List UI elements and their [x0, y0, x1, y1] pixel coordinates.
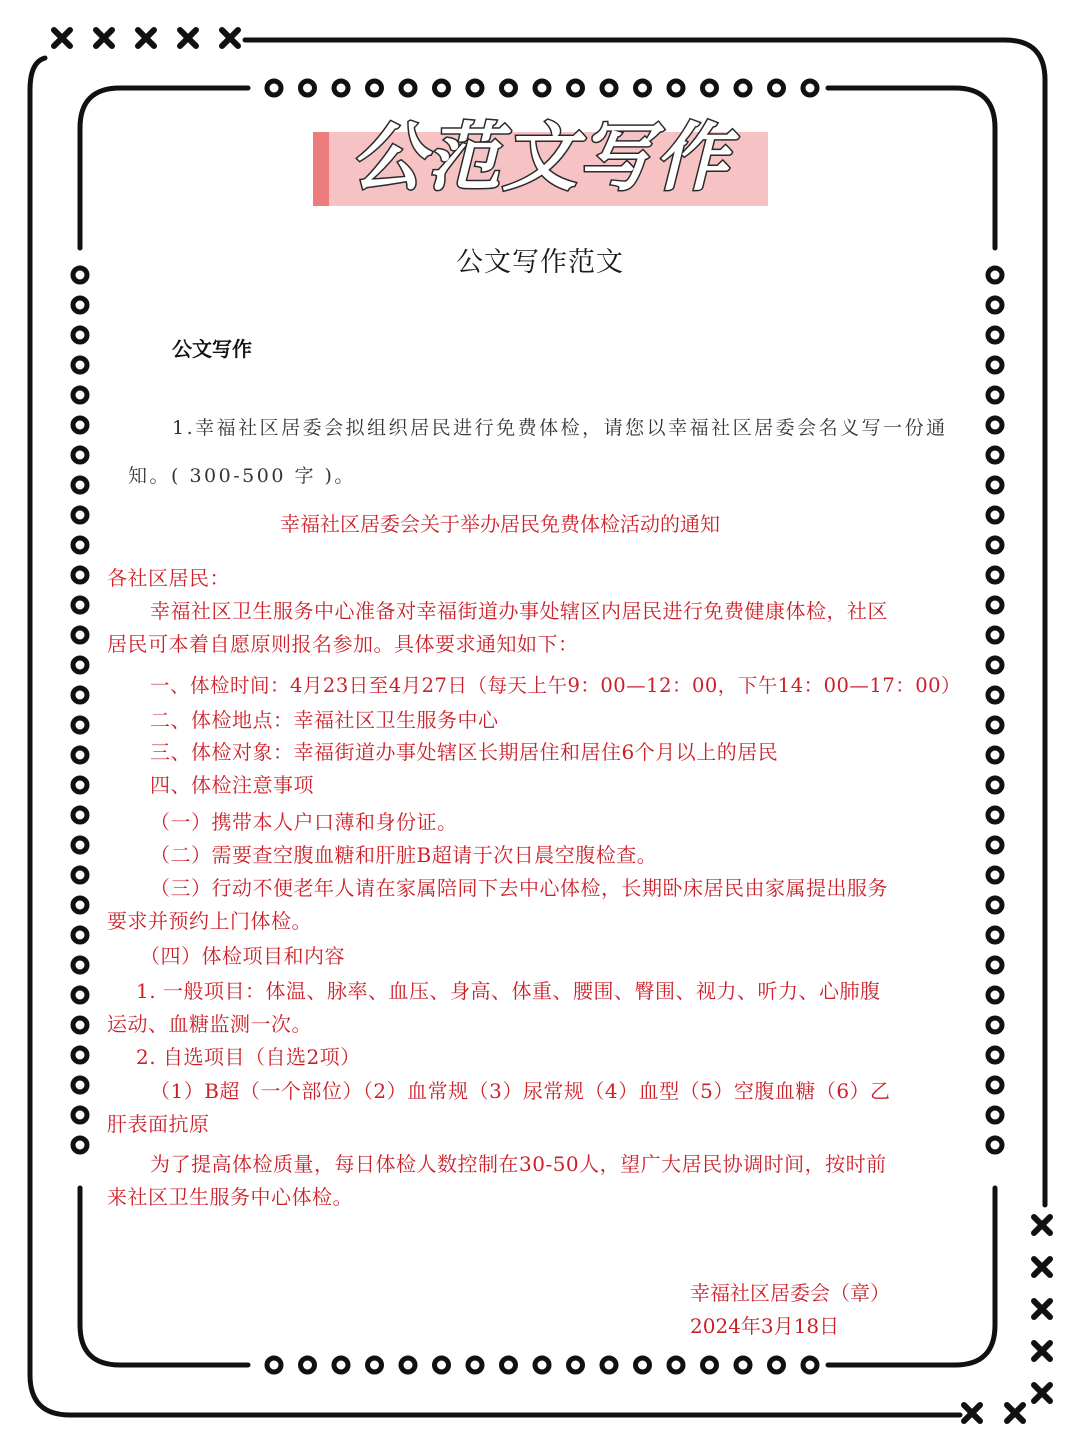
frame-ring — [73, 538, 87, 552]
frame-ring — [736, 81, 750, 95]
frame-ring — [502, 1358, 516, 1372]
frame-ring — [988, 538, 1002, 552]
frame-ring — [73, 388, 87, 402]
frame-ring — [401, 81, 415, 95]
frame-ring — [73, 748, 87, 762]
frame-ring — [401, 1358, 415, 1372]
frame-ring — [468, 1358, 482, 1372]
frame-ring — [736, 1358, 750, 1372]
frame-ring — [73, 478, 87, 492]
list-item: 一、体检时间：4月23日至4月27日（每天上午9：00—12：00，下午14：00—17：00） — [150, 674, 962, 697]
closing-line: 为了提高体检质量，每日体检人数控制在30-50人，望广大居民协调时间，按时前 — [150, 1152, 887, 1176]
frame-cross — [1034, 1343, 1050, 1359]
frame-ring — [988, 388, 1002, 402]
sub-item: 要求并预约上门体检。 — [107, 909, 312, 933]
intro-line: 幸福社区卫生服务中心准备对幸福街道办事处辖区内居民进行免费健康体检，社区 — [150, 599, 888, 623]
content-line: 2. 自选项目（自选2项） — [136, 1045, 361, 1069]
frame-ring — [73, 718, 87, 732]
frame-ring — [636, 81, 650, 95]
frame-cross — [180, 30, 196, 46]
frame-ring — [73, 358, 87, 372]
frame-ring — [73, 418, 87, 432]
frame-cross — [54, 30, 70, 46]
frame-ring — [988, 688, 1002, 702]
frame-ring — [73, 568, 87, 582]
frame-ring — [770, 1358, 784, 1372]
closing-line: 来社区卫生服务中心体检。 — [107, 1185, 353, 1209]
frame-ring — [988, 868, 1002, 882]
frame-ring — [988, 1108, 1002, 1122]
frame-ring — [73, 868, 87, 882]
frame-ring — [334, 81, 348, 95]
frame-ring — [988, 658, 1002, 672]
frame-ring — [73, 628, 87, 642]
content-line: 运动、血糖监测一次。 — [107, 1012, 312, 1036]
frame-ring — [988, 748, 1002, 762]
frame-ring — [535, 81, 549, 95]
frame-ring — [988, 478, 1002, 492]
frame-ring — [73, 688, 87, 702]
question-text: 1.幸福社区居委会拟组织居民进行免费体检，请您以幸福社区居委会名义写一份通知。( 300-500 字 )。 — [128, 417, 948, 487]
frame-ring — [703, 1358, 717, 1372]
frame-cross — [1034, 1259, 1050, 1275]
frame-ring — [669, 1358, 683, 1372]
frame-cross — [138, 30, 154, 46]
frame-ring — [301, 1358, 315, 1372]
frame-ring — [368, 81, 382, 95]
frame-ring — [988, 328, 1002, 342]
frame-ring — [73, 1048, 87, 1062]
list-item: 四、体检注意事项 — [150, 773, 314, 797]
frame-ring — [569, 81, 583, 95]
frame-ring — [73, 658, 87, 672]
frame-ring — [988, 1018, 1002, 1032]
frame-cross — [1034, 1301, 1050, 1317]
frame-ring — [703, 81, 717, 95]
frame-ring — [988, 418, 1002, 432]
frame-ring — [73, 448, 87, 462]
frame-ring — [73, 898, 87, 912]
frame-ring — [301, 81, 315, 95]
frame-ring — [803, 81, 817, 95]
frame-ring — [770, 81, 784, 95]
frame-ring — [502, 81, 516, 95]
sub-item: （一）携带本人户口薄和身份证。 — [150, 810, 458, 834]
frame-ring — [435, 1358, 449, 1372]
banner-title: 公范文写作 — [350, 115, 731, 201]
section-heading: 公文写作 — [172, 337, 252, 361]
salutation: 各社区居民： — [107, 566, 230, 590]
frame-ring — [988, 628, 1002, 642]
frame-ring — [988, 778, 1002, 792]
frame-ring — [988, 568, 1002, 582]
sub-item: （二）需要查空腹血糖和肝脏B超请于次日晨空腹检查。 — [150, 843, 658, 867]
frame-cross — [1034, 1217, 1050, 1233]
frame-ring — [988, 598, 1002, 612]
frame-ring — [73, 808, 87, 822]
content-line: 1. 一般项目：体温、脉率、血压、身高、体重、腰围、臀围、视力、听力、心肺腹 — [136, 979, 881, 1003]
frame-ring — [73, 598, 87, 612]
list-item: 二、体检地点：幸福社区卫生服务中心 — [150, 708, 499, 732]
frame-ring — [988, 448, 1002, 462]
intro-line: 居民可本着自愿原则报名参加。具体要求通知如下： — [107, 632, 579, 656]
frame-ring — [803, 1358, 817, 1372]
frame-ring — [669, 81, 683, 95]
frame-ring — [988, 958, 1002, 972]
frame-ring — [73, 778, 87, 792]
frame-ring — [73, 928, 87, 942]
frame-cross — [1007, 1405, 1023, 1421]
content-line: 肝表面抗原 — [107, 1112, 210, 1136]
frame-ring — [73, 1078, 87, 1092]
frame-ring — [73, 838, 87, 852]
frame-ring — [73, 1018, 87, 1032]
frame-ring — [73, 298, 87, 312]
frame-ring — [73, 1138, 87, 1152]
frame-ring — [602, 1358, 616, 1372]
frame-ring — [988, 988, 1002, 1002]
frame-ring — [988, 838, 1002, 852]
frame-ring — [988, 358, 1002, 372]
frame-ring — [73, 958, 87, 972]
frame-ring — [988, 1078, 1002, 1092]
frame-ring — [602, 81, 616, 95]
frame-ring — [468, 81, 482, 95]
frame-cross — [96, 30, 112, 46]
frame-ring — [569, 1358, 583, 1372]
signature-date: 2024年3月18日 — [690, 1314, 840, 1338]
frame-ring — [73, 1108, 87, 1122]
frame-cross — [1034, 1385, 1050, 1401]
frame-ring — [988, 298, 1002, 312]
content-line: （1）B超（一个部位）（2）血常规（3）尿常规（4）血型（5）空腹血糖（6）乙 — [150, 1079, 891, 1103]
frame-ring — [73, 988, 87, 1002]
frame-ring — [334, 1358, 348, 1372]
frame-cross — [964, 1405, 980, 1421]
frame-ring — [988, 808, 1002, 822]
frame-ring — [988, 898, 1002, 912]
frame-ring — [988, 928, 1002, 942]
frame-ring — [435, 81, 449, 95]
frame-ring — [988, 718, 1002, 732]
frame-ring — [988, 1048, 1002, 1062]
signature-org: 幸福社区居委会（章） — [690, 1281, 890, 1305]
frame-ring — [636, 1358, 650, 1372]
sub-item: （四）体检项目和内容 — [140, 944, 345, 968]
notice-title: 幸福社区居委会关于举办居民免费体检活动的通知 — [280, 512, 720, 536]
sub-item: （三）行动不便老年人请在家属陪同下去中心体检，长期卧床居民由家属提出服务 — [150, 876, 888, 900]
frame-ring — [535, 1358, 549, 1372]
frame-ring — [368, 1358, 382, 1372]
frame-ring — [267, 1358, 281, 1372]
document-title: 公文写作范文 — [456, 247, 624, 278]
frame-cross — [222, 30, 238, 46]
list-item: 三、体检对象：幸福街道办事处辖区长期居住和居住6个月以上的居民 — [150, 740, 779, 764]
frame-ring — [267, 81, 281, 95]
frame-ring — [73, 328, 87, 342]
frame-ring — [988, 1138, 1002, 1152]
